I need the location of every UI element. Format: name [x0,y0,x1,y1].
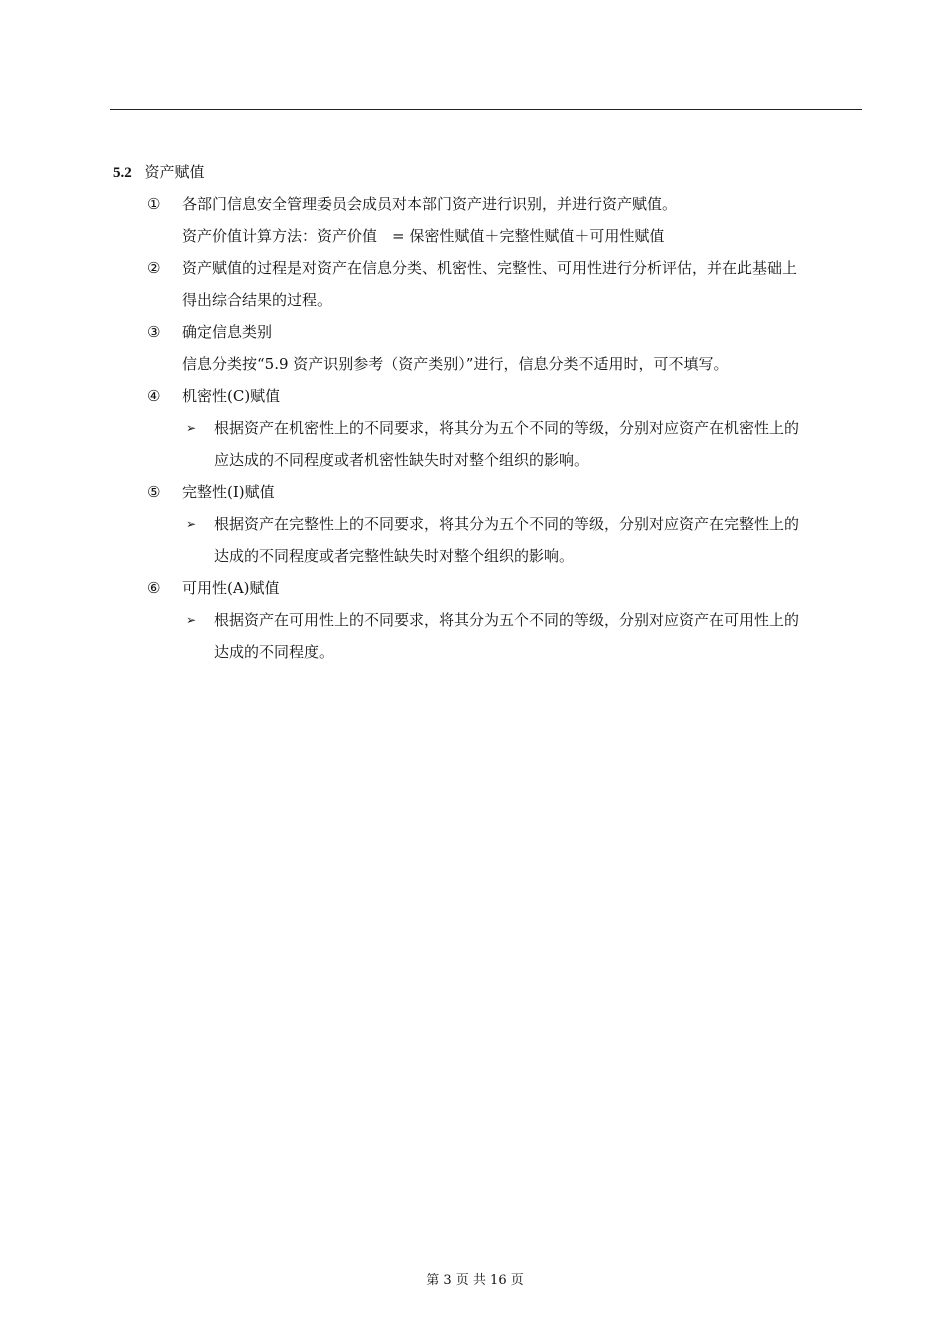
item-6-title: 可用性(A)赋值 [182,579,280,597]
page-footer: 第 3 页 共 16 页 [426,1273,524,1288]
item-6-marker: ⑥ [147,579,161,597]
item-3-line-1: 确定信息类别 [182,323,273,341]
item-5-bullet-line-1: 根据资产在完整性上的不同要求，将其分为五个不同的等级，分别对应资产在完整性上的 [214,515,800,533]
item-2-line-2: 得出综合结果的过程。 [182,291,333,309]
item-5-title: 完整性(I)赋值 [182,483,275,501]
item-1-line-1: 各部门信息安全管理委员会成员对本部门资产进行识别，并进行资产赋值。 [182,195,678,213]
item-2-marker: ② [147,259,161,277]
item-4-bullet-line-1: 根据资产在机密性上的不同要求，将其分为五个不同的等级，分别对应资产在机密性上的 [214,419,800,437]
item-6-bullet-line-2: 达成的不同程度。 [214,643,335,661]
item-4-title: 机密性(C)赋值 [182,387,281,405]
item-4-bullet-line-2: 应达成的不同程度或者机密性缺失时对整个组织的影响。 [214,451,590,469]
section-title: 资产赋值 [144,163,205,181]
section-number: 5.2 [113,165,132,181]
item-1-line-2: 资产价值计算方法：资产价值 = 保密性赋值＋完整性赋值＋可用性赋值 [182,227,665,245]
item-4-bullet-icon: ➢ [186,421,197,435]
item-3-marker: ③ [147,323,161,341]
item-4-marker: ④ [147,387,161,405]
item-5-bullet-icon: ➢ [186,517,197,531]
item-6-bullet-line-1: 根据资产在可用性上的不同要求，将其分为五个不同的等级，分别对应资产在可用性上的 [214,611,800,629]
item-1-marker: ① [147,195,161,213]
item-6-bullet-icon: ➢ [186,613,197,627]
header-rule [110,109,862,110]
section-heading [113,162,205,183]
item-5-bullet-line-2: 达成的不同程度或者完整性缺失时对整个组织的影响。 [214,547,575,565]
item-5-marker: ⑤ [147,483,161,501]
item-3-line-2: 信息分类按“5.9 资产识别参考（资产类别）”进行，信息分类不适用时，可不填写。 [182,355,729,373]
item-2-line-1: 资产赋值的过程是对资产在信息分类、机密性、完整性、可用性进行分析评估，并在此基础上 [182,259,798,277]
